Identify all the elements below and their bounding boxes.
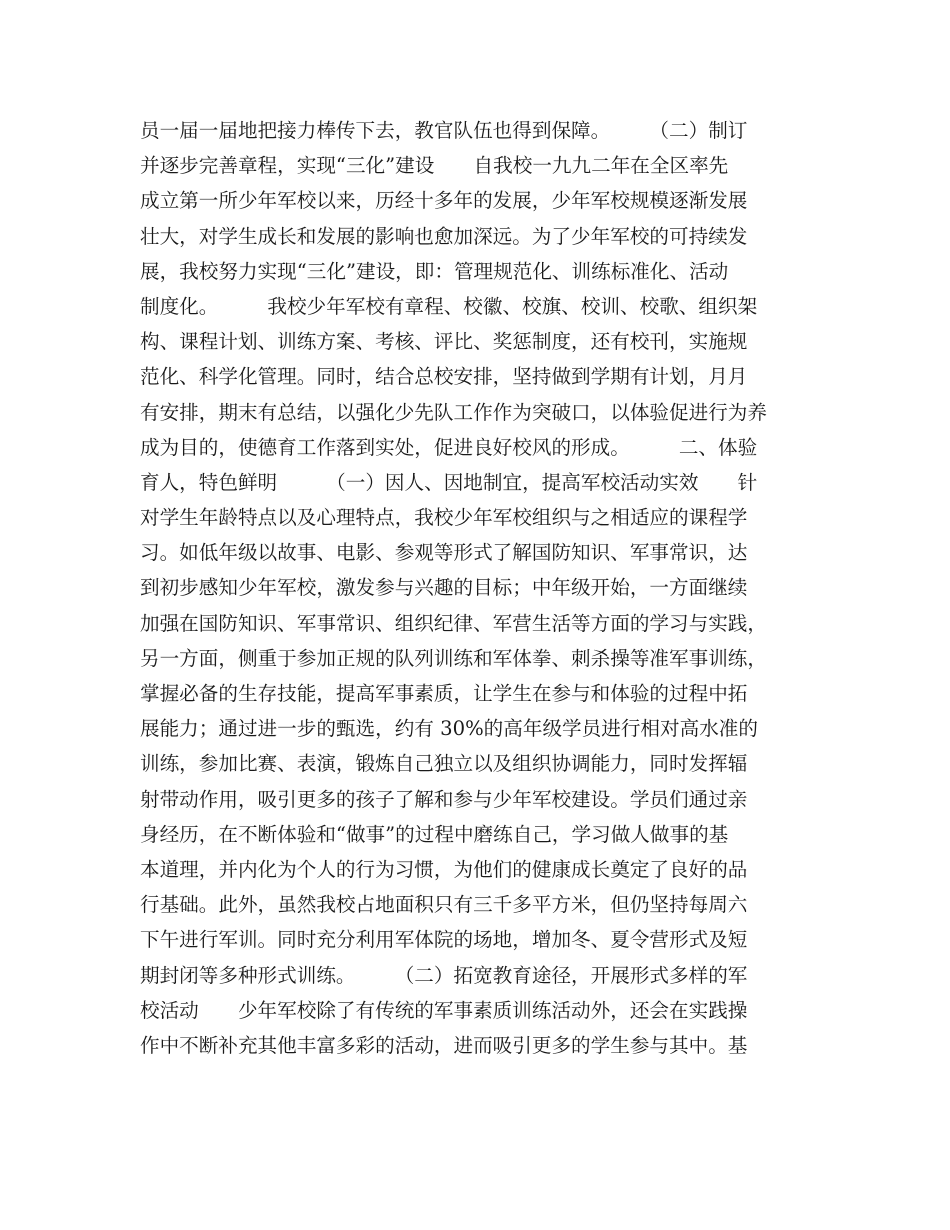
text-line: 射带动作用，吸引更多的孩子了解和参与少年军校建设。学员们通过亲 [140, 787, 748, 811]
text-line: 身经历，在不断体验和“做事”的过程中磨练自己，学习做人做事的基 [140, 822, 729, 846]
text-line: 壮大，对学生成长和发展的影响也愈加深远。为了少年军校的可持续发 [140, 224, 748, 248]
text-line: 展能力；通过进一步的甄选，约有 30%的高年级学员进行相对高水准的 [140, 717, 758, 741]
text-line: 校活动 少年军校除了有传统的军事素质训练活动外，还会在实践操 [140, 998, 748, 1022]
text-line: 员一届一届地把接力棒传下去，教官队伍也得到保障。 （二）制订 [140, 119, 748, 142]
text-line: 制度化。 我校少年军校有章程、校徽、校旗、校训、校歌、组织架 [140, 294, 758, 318]
text-line: 训练，参加比赛、表演，锻炼自己独立以及组织协调能力，同时发挥辐 [140, 752, 748, 776]
text-line: 并逐步完善章程，实现“三化”建设 自我校一九九二年在全区率先 [140, 154, 729, 178]
body-text [140, 113, 830, 1063]
text-line: 期封闭等多种形式训练。 （二）拓宽教育途径，开展形式多样的军 [140, 963, 748, 987]
text-line: 另一方面，侧重于参加正规的队列训练和军体拳、刺杀操等准军事训练， [140, 646, 767, 670]
text-line: 范化、科学化管理。同时，结合总校安排，坚持做到学期有计划，月月 [140, 365, 748, 389]
text-line: 下午进行军训。同时充分利用军体院的场地，增加冬、夏令营形式及短 [140, 928, 748, 952]
text-line: 育人，特色鲜明 （一）因人、因地制宜，提高军校活动实效 针 [140, 470, 758, 494]
text-line: 加强在国防知识、军事常识、组织纪律、军营生活等方面的学习与实践， [140, 611, 767, 635]
text-line: 构、课程计划、训练方案、考核、评比、奖惩制度，还有校刊，实施规 [140, 330, 748, 354]
text-line: 有安排，期末有总结，以强化少先队工作作为突破口，以体验促进行为养 [140, 400, 767, 424]
text-line: 本道理，并内化为个人的行为习惯，为他们的健康成长奠定了良好的品 [140, 857, 748, 881]
text-line: 掌握必备的生存技能，提高军事素质，让学生在参与和体验的过程中拓 [140, 682, 748, 705]
text-line: 行基础。此外，虽然我校占地面积只有三千多平方米，但仍坚持每周六 [140, 893, 748, 917]
text-line: 成为目的，使德育工作落到实处，促进良好校风的形成。 二、体验 [140, 435, 758, 459]
text-line: 到初步感知少年军校，激发参与兴趣的目标；中年级开始，一方面继续 [140, 576, 748, 600]
text-line: 习。如低年级以故事、电影、参观等形式了解国防知识、军事常识，达 [140, 541, 748, 565]
text-line: 展，我校努力实现“三化”建设，即：管理规范化、训练标准化、活动 [140, 259, 729, 283]
text-line: 对学生年龄特点以及心理特点，我校少年军校组织与之相适应的课程学 [140, 506, 748, 530]
text-line: 成立第一所少年军校以来，历经十多年的发展，少年军校规模逐渐发展 [140, 189, 748, 213]
text-line: 作中不断补充其他丰富多彩的活动，进而吸引更多的学生参与其中。基 [140, 1033, 748, 1057]
